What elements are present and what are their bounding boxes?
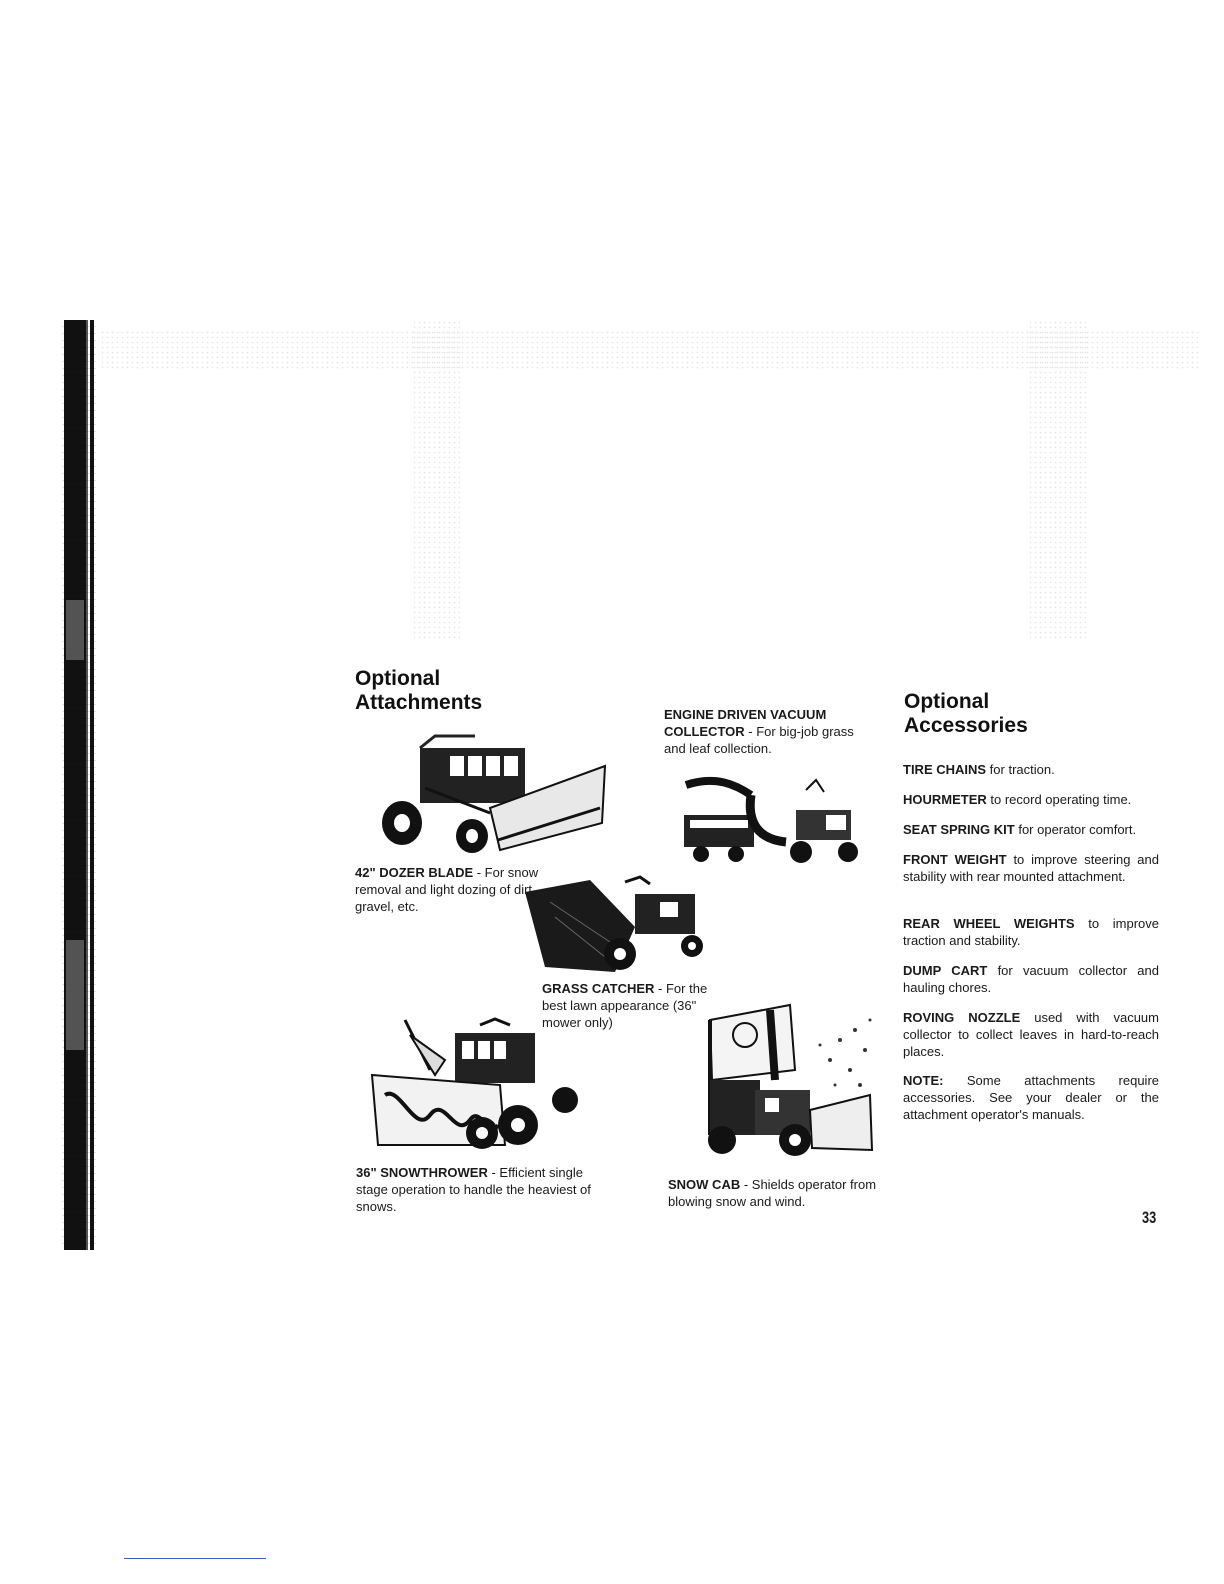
binding-highlight bbox=[66, 940, 84, 1050]
snowthrower-text: - Efficient single stage operation to handle the heaviest of snows. bbox=[356, 1165, 591, 1214]
scan-speckle bbox=[412, 320, 460, 640]
accessory-item-front-weight: FRONT WEIGHT to improve steering and stability with rear mounted attachment. bbox=[903, 852, 1159, 884]
snow-cab-title: SNOW CAB bbox=[668, 1177, 741, 1192]
tractor-with-snowthrower-icon bbox=[370, 1015, 585, 1165]
accessory-item-hourmeter: HOURMETER to record operating time. bbox=[903, 792, 1132, 807]
tractor-with-snow-cab-icon bbox=[700, 1000, 885, 1165]
snowthrower-title: 36" SNOWTHROWER bbox=[356, 1165, 488, 1180]
vacuum-collector-title: ENGINE DRIVEN VACUUM COLLECTOR bbox=[664, 707, 827, 739]
snow-cab-text: - Shields operator from blowing snow and wind. bbox=[668, 1177, 877, 1209]
accessory-item-tire-chains: TIRE CHAINS for traction. bbox=[903, 762, 1055, 777]
page-number: 33 bbox=[1142, 1208, 1157, 1227]
accessory-item-roving-nozzle: ROVING NOZZLE used with vacuum collector to collect leaves in hard-to-reach places. bbox=[903, 1010, 1159, 1059]
binding-highlight bbox=[66, 600, 84, 660]
attachments-heading-line2: Attachments bbox=[355, 691, 483, 714]
accessories-heading-line2: Accessories bbox=[904, 714, 1028, 737]
accessory-note: NOTE: Some attachments require accessories. See your dealer or the attachment operator's manuals. bbox=[903, 1073, 1159, 1122]
accessories-heading bbox=[904, 690, 1028, 738]
tractor-with-grass-catcher-icon bbox=[520, 872, 710, 977]
accessory-item-seat-spring-kit: SEAT SPRING KIT for operator comfort. bbox=[903, 822, 1137, 837]
dozer-blade-text: - For snow removal and light dozing of dirt, gravel, etc. bbox=[355, 865, 539, 914]
snow-cab-caption bbox=[668, 1176, 878, 1210]
attachments-heading bbox=[355, 667, 482, 715]
dozer-blade-title: 42" DOZER BLADE bbox=[355, 865, 474, 880]
attachments-heading-line1: Optional bbox=[355, 667, 441, 690]
grass-catcher-text: - For the best lawn appearance (36" mower only) bbox=[542, 981, 708, 1030]
vacuum-collector-caption bbox=[664, 706, 864, 757]
footnote-rule bbox=[124, 1558, 266, 1559]
accessory-item-rear-wheel-weights: REAR WHEEL WEIGHTS to improve traction and stability. bbox=[903, 916, 1159, 948]
binding-edge-texture bbox=[62, 320, 96, 1250]
tractor-with-vacuum-collector-icon bbox=[676, 770, 861, 865]
grass-catcher-title: GRASS CATCHER bbox=[542, 981, 655, 996]
accessory-item-dump-cart: DUMP CART for vacuum collector and hauling chores. bbox=[903, 963, 1159, 995]
accessories-heading-line1: Optional bbox=[904, 690, 990, 713]
tractor-with-dozer-blade-icon bbox=[380, 728, 610, 858]
snowthrower-caption bbox=[356, 1164, 611, 1215]
vacuum-collector-text: - For big-job grass and leaf collection. bbox=[664, 724, 854, 756]
scan-speckle bbox=[1028, 320, 1088, 640]
